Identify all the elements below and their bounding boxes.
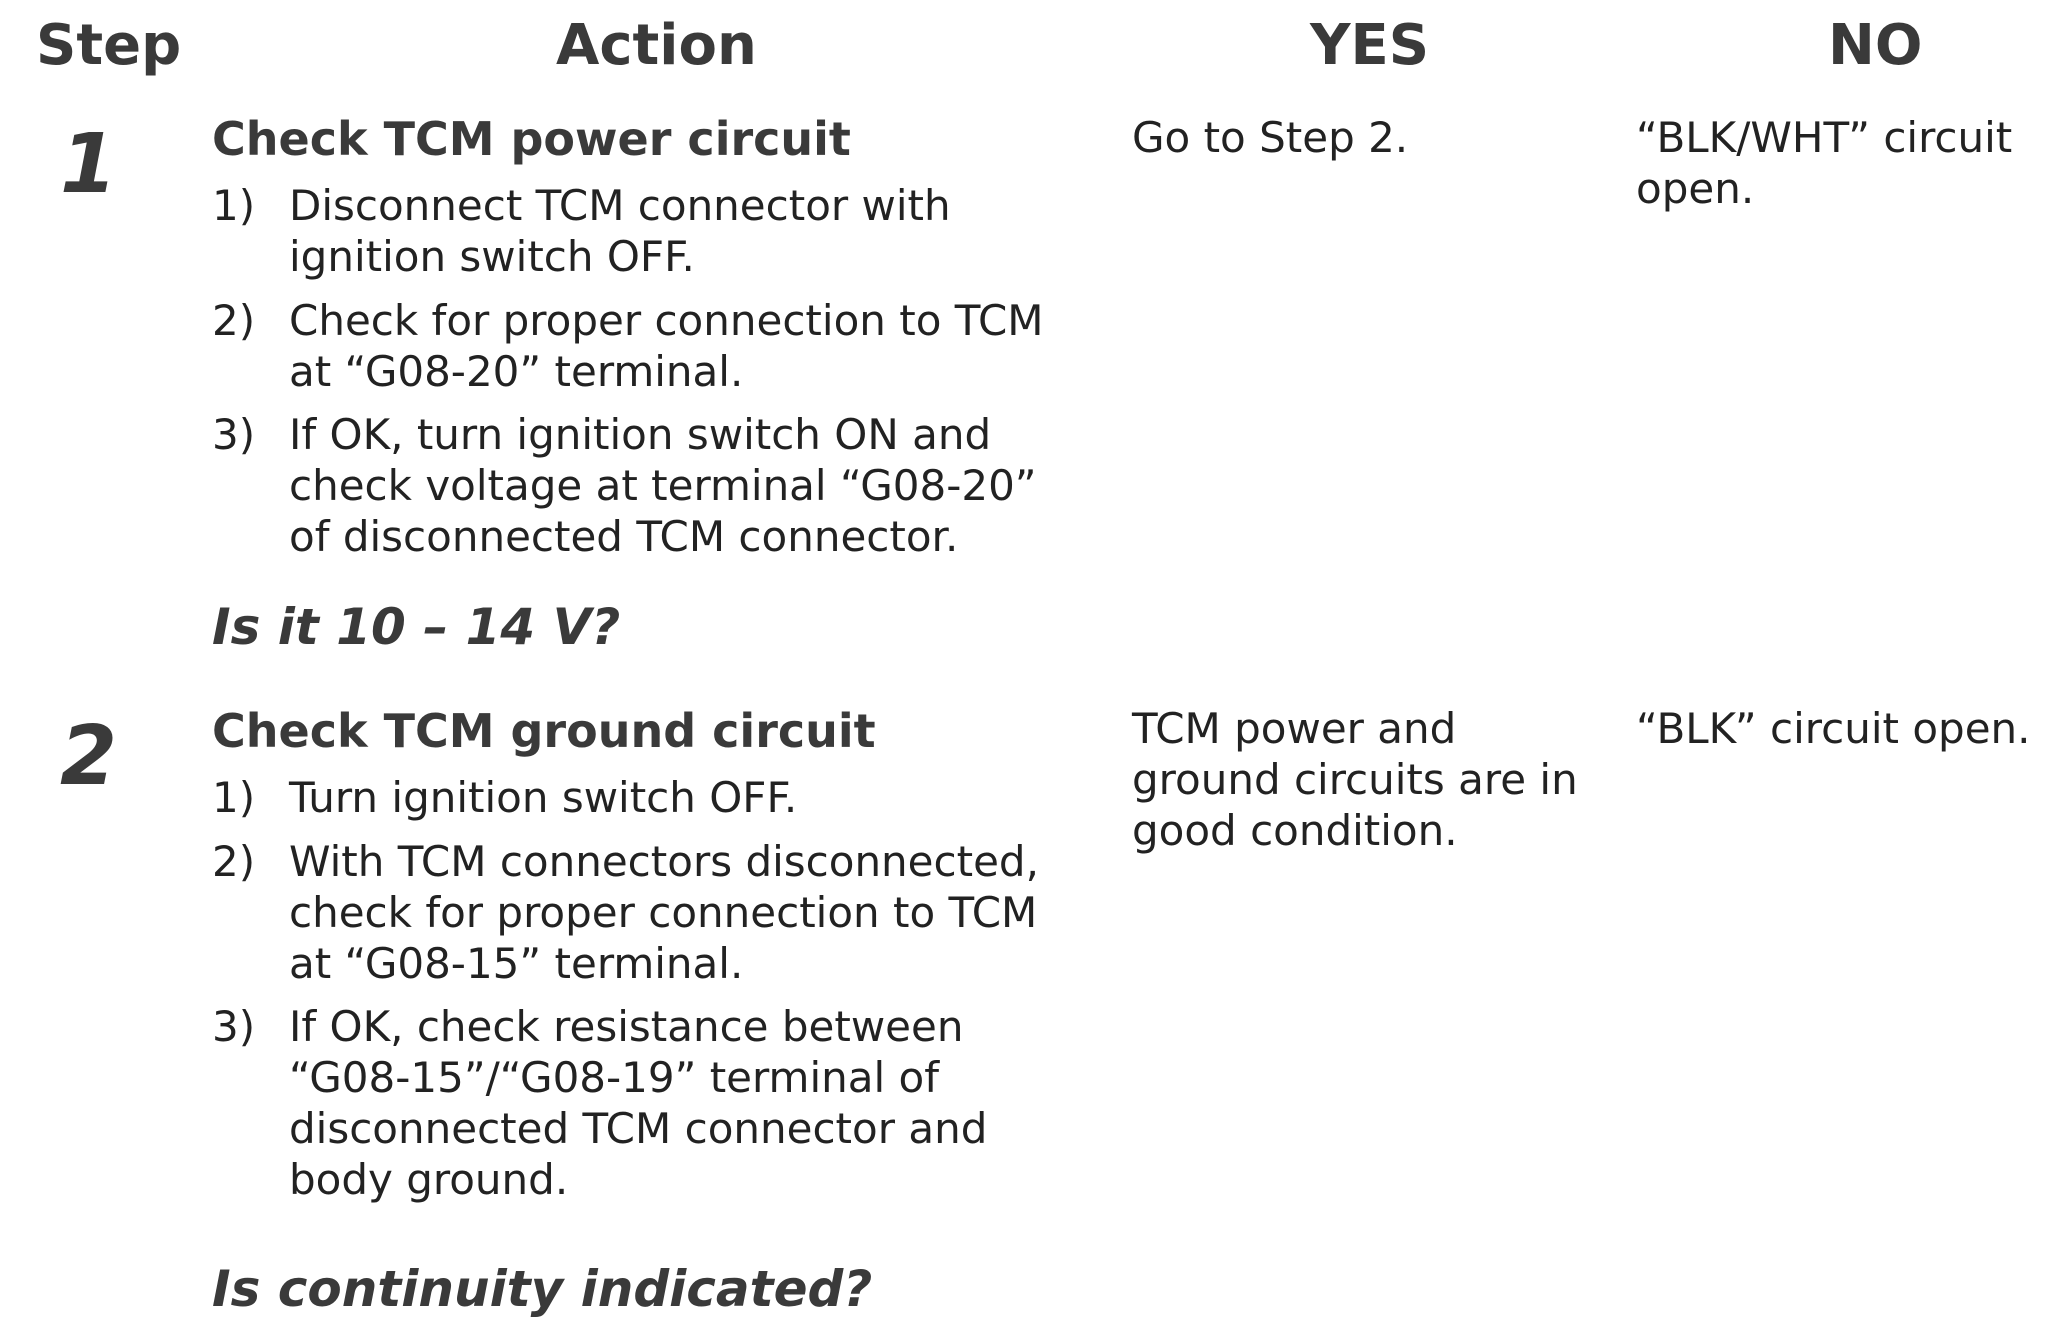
item-number: 2) — [212, 837, 256, 886]
action-item — [212, 180, 1072, 282]
action-item — [212, 836, 1072, 989]
step-number: 1 — [60, 117, 118, 212]
action-item — [212, 295, 1072, 397]
item-number: 1) — [212, 181, 256, 230]
no-result: “BLK” circuit open. — [1636, 704, 2031, 753]
item-number: 3) — [212, 1002, 256, 1051]
item-number: 3) — [212, 410, 256, 459]
item-text: With TCM connectors disconnected, check for proper connection to TCM at “G08-15” terminal. — [289, 837, 1039, 988]
step-title: Check TCM power circuit — [212, 112, 851, 166]
action-item — [212, 1001, 1072, 1205]
item-text: Turn ignition switch OFF. — [289, 773, 798, 822]
no-result: “BLK/WHT” circuit open. — [1636, 113, 2013, 213]
header-no: NO — [1828, 13, 1923, 78]
item-text: Disconnect TCM connector with ignition switch OFF. — [289, 181, 951, 281]
step-question: Is it 10 – 14 V? — [212, 598, 621, 656]
header-yes: YES — [1310, 13, 1430, 78]
header-step: Step — [36, 13, 182, 78]
item-text: Check for proper connection to TCM at “G08-20” terminal. — [289, 296, 1044, 396]
item-number: 2) — [212, 296, 256, 345]
header-action: Action — [556, 13, 757, 78]
yes-result: Go to Step 2. — [1132, 113, 1409, 162]
yes-result: TCM power and ground circuits are in good condition. — [1132, 704, 1578, 855]
step-question: Is continuity indicated? — [212, 1260, 873, 1318]
item-text: If OK, turn ignition switch ON and check voltage at terminal “G08-20” of disconnected TCM connector. — [289, 410, 1037, 561]
step-number: 2 — [60, 709, 118, 804]
item-number: 1) — [212, 773, 256, 822]
action-item — [212, 772, 1072, 823]
step-title: Check TCM ground circuit — [212, 704, 876, 758]
item-text: If OK, check resistance between “G08-15”/“G08-19” terminal of disconnected TCM connector and body ground. — [289, 1002, 988, 1204]
action-item — [212, 409, 1072, 562]
